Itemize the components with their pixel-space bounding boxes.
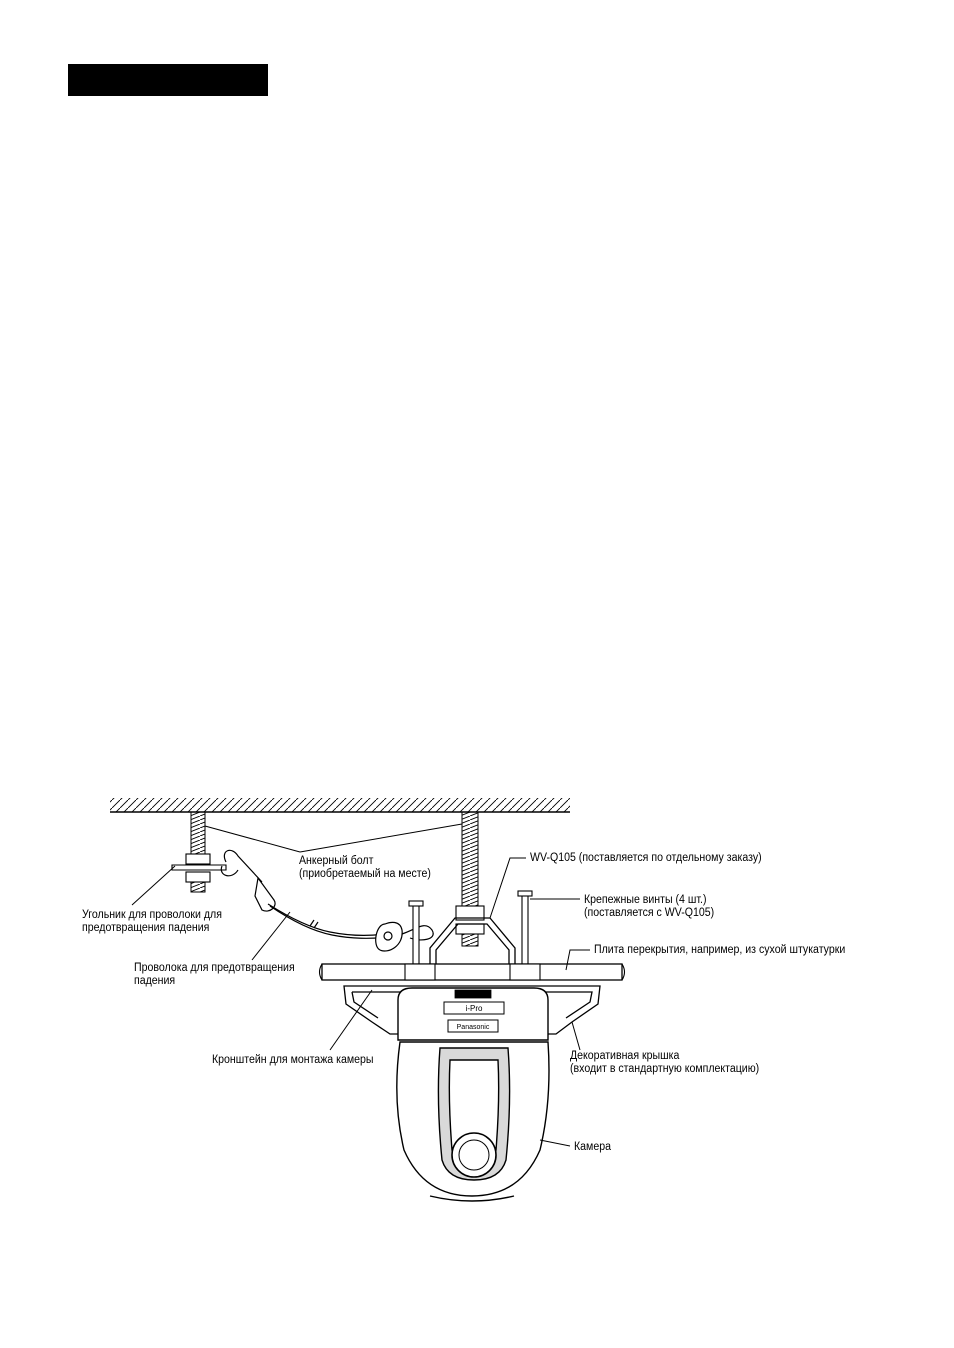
wire-angle-plate xyxy=(172,865,226,870)
svg-text:i-Pro: i-Pro xyxy=(465,1004,483,1013)
label-decorative-cover: Декоративная крышка (входит в стандартную комплектацию) xyxy=(570,1050,760,1075)
right-anchor-bolt xyxy=(456,812,484,946)
label-mount-bracket: Кронштейн для монтажа камеры xyxy=(212,1054,374,1066)
label-fixing-screws: Крепежные винты (4 шт.) (поставляется с WV-Q105) xyxy=(584,894,715,919)
svg-text:Panasonic: Panasonic xyxy=(456,1024,490,1031)
ceiling-board xyxy=(320,964,625,980)
left-anchor-bolt xyxy=(186,812,210,892)
label-anchor-bolt: Анкерный болт (приобретаемый на месте) xyxy=(299,855,431,880)
label-ceiling-board: Плита перекрытия, например, из сухой штукатурки xyxy=(594,944,846,956)
label-camera: Камера xyxy=(574,1141,611,1153)
label-wire-angle: Угольник для проволоки для предотвращения падения xyxy=(82,909,222,934)
label-wv-q105: WV-Q105 (поставляется по отдельному заказу) xyxy=(530,852,762,864)
ceiling-slab xyxy=(110,798,570,812)
camera-body xyxy=(397,988,549,1201)
label-fall-wire: Проволока для предотвращения падения xyxy=(134,962,295,987)
